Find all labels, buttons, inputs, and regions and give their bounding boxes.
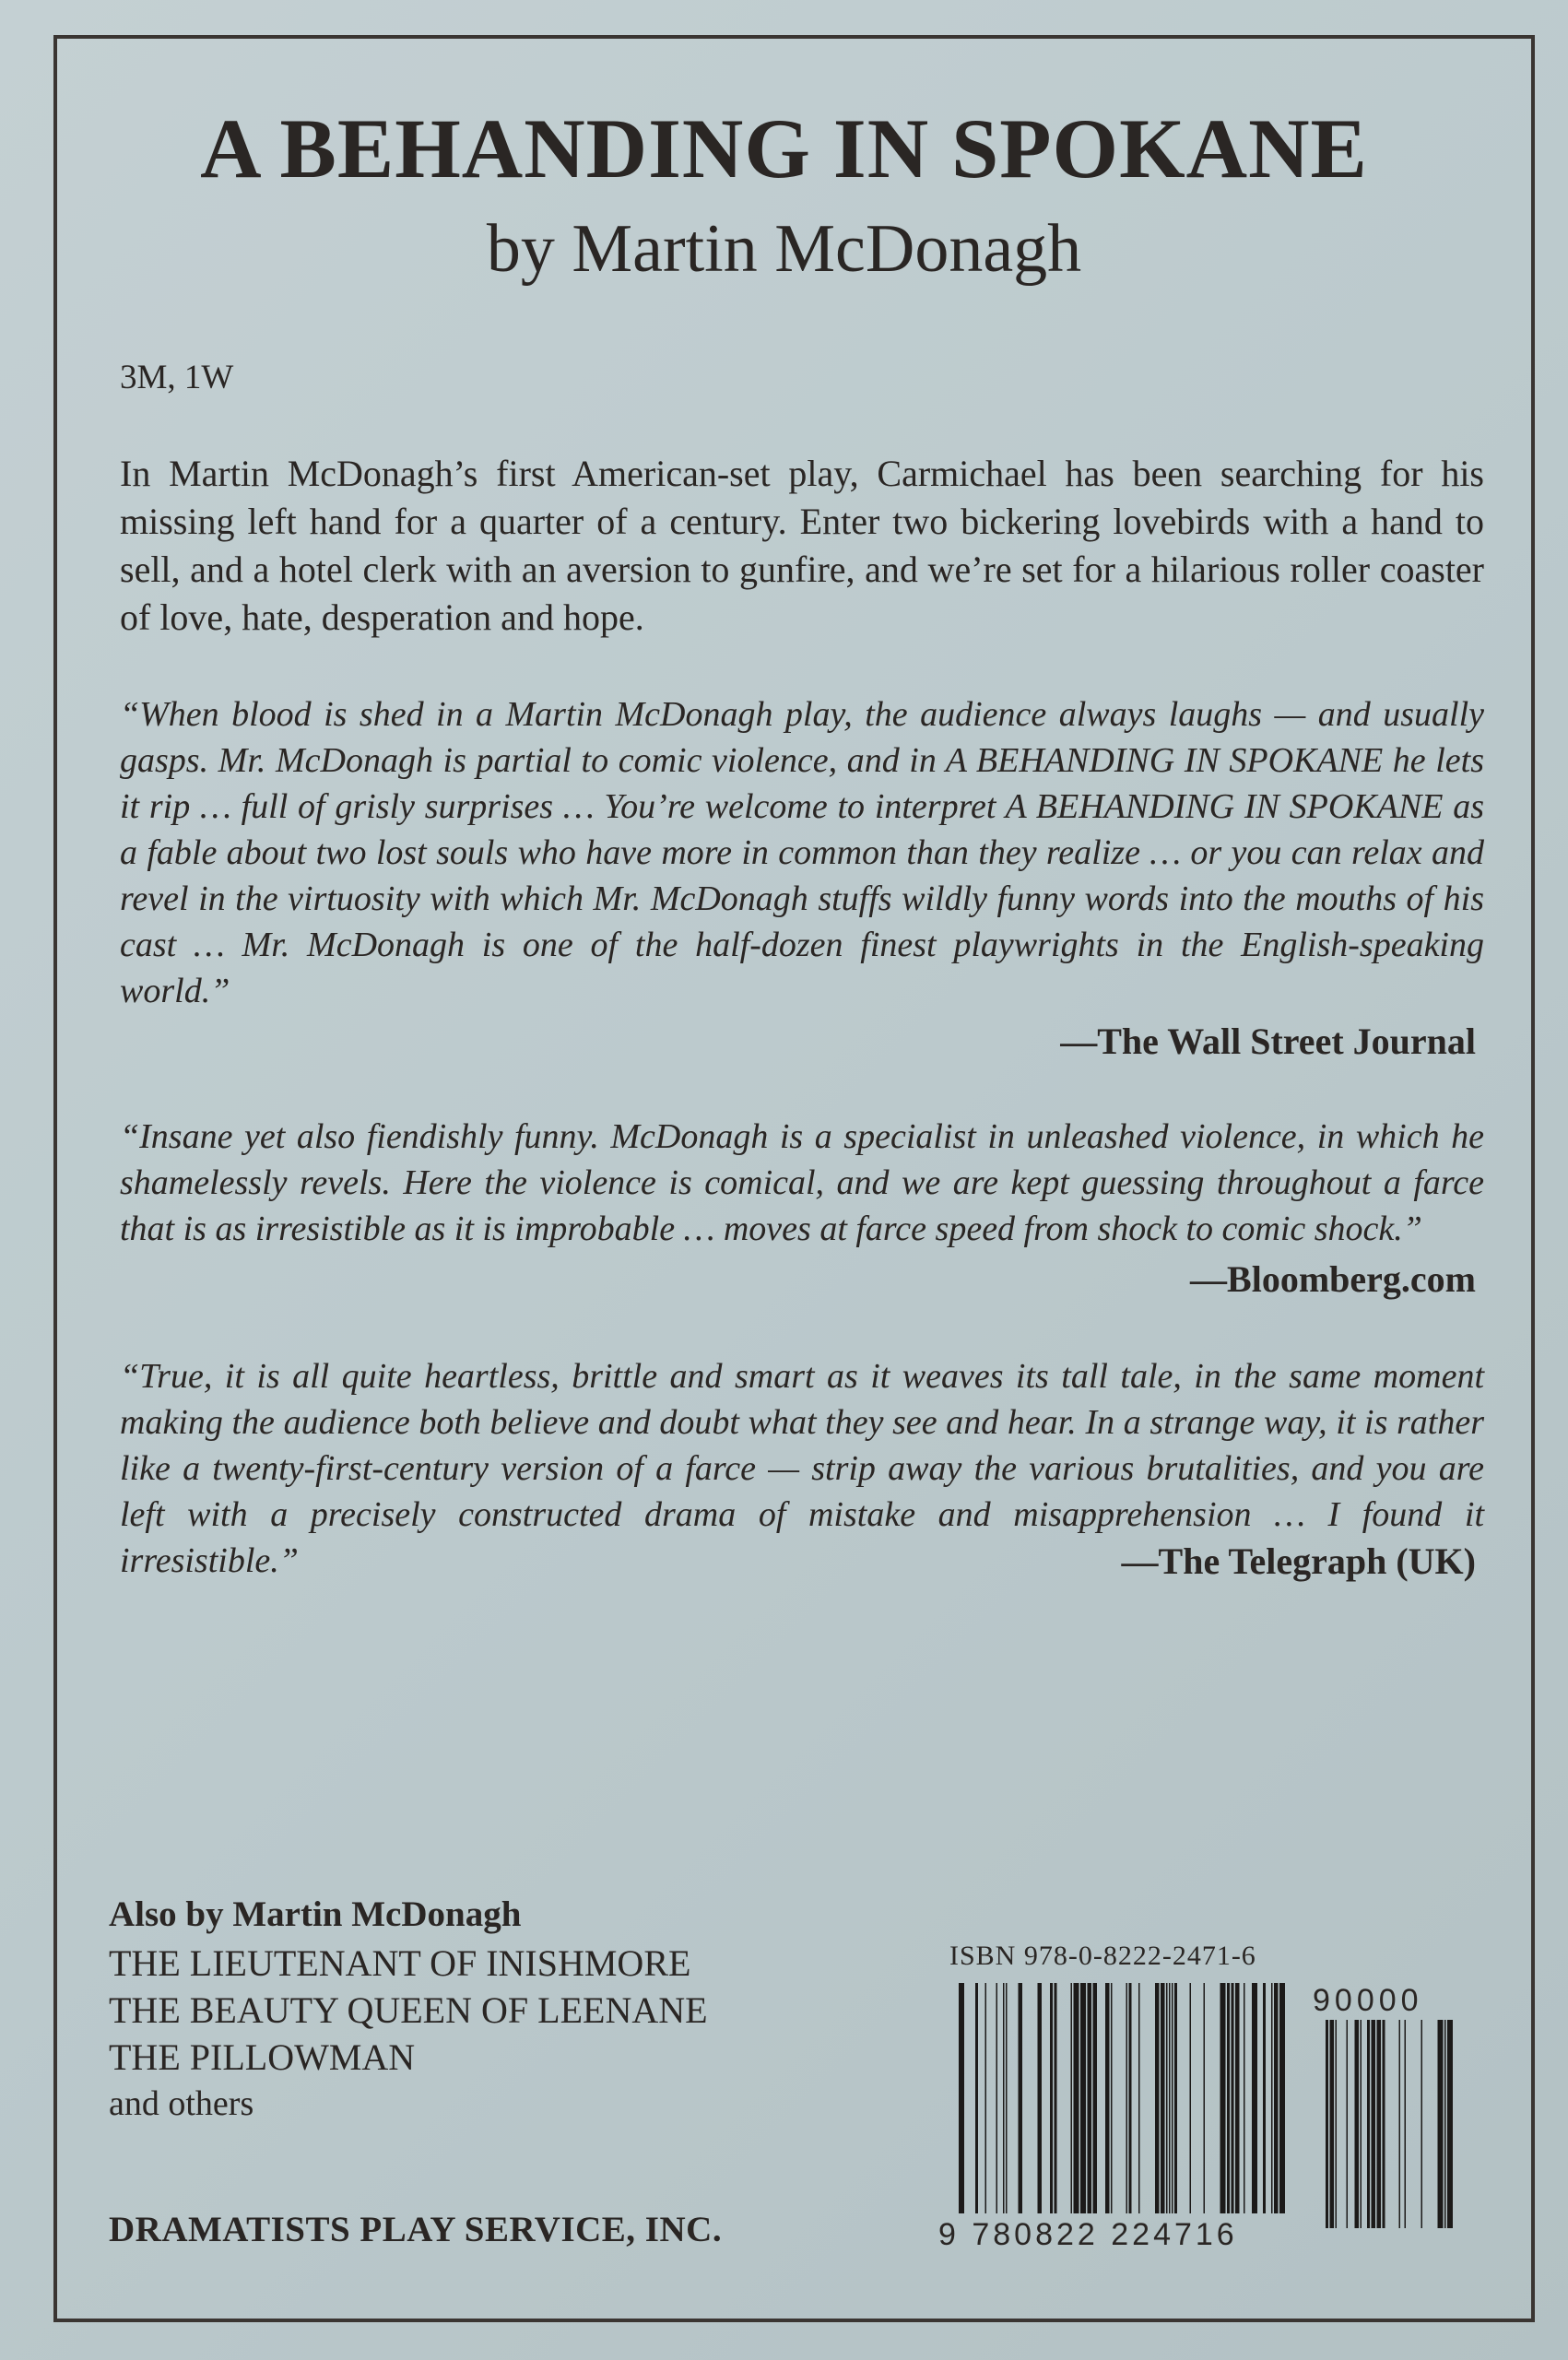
play-description: In Martin McDonagh’s first American-set play, Carmichael has been searching for his missing left hand for a quarter of a century. Enter two bickering lovebirds with a hand to sell, and a hotel clerk with an aversion to gunfire, and we’re set for a hilarious roller coaster of love, hate, desperation and hope.	[120, 453, 1484, 638]
also-by-title: THE PILLOWMAN	[109, 2036, 416, 2078]
review-source: —The Telegraph (UK)	[1121, 1540, 1476, 1582]
review-source: —The Wall Street Journal	[1060, 1021, 1476, 1062]
barcode-bars-icon	[959, 1983, 1288, 2213]
isbn-number: ISBN 978-0-8222-2471-6	[949, 1941, 1256, 1971]
also-by-list	[109, 1940, 708, 2128]
barcode-digits: 9 780822 224716	[938, 2217, 1238, 2252]
review-quote: “When blood is shed in a Martin McDonagh play, the audience always laughs — and usually gasps. Mr. McDonagh is partial to comic violence, and in A BEHANDING IN SPOKANE he lets it rip … full of grisly surprises … You’re welcome to interpret A BEHANDING IN SPOKANE as a fable about two lost souls who have more in common than they realize … or you can relax and revel in the virtuosity with which Mr. McDonagh stuffs wildly funny words into the mouths of his cast … Mr. McDonagh is one of the half-dozen finest playwrights in the English-speaking world.”	[120, 695, 1484, 1010]
publisher-name: DRAMATISTS PLAY SERVICE, INC.	[109, 2210, 723, 2249]
also-by-title: THE LIEUTENANT OF INISHMORE	[109, 1942, 691, 1984]
cast-size: 3M, 1W	[120, 359, 234, 396]
review-quote: “Insane yet also fiendishly funny. McDonagh is a specialist in unleashed violence, in which he shamelessly revels. Here the violence is comical, and we are kept guessing throughout a farce that is as irresistible as it is improbable … moves at farce speed from shock to comic shock.”	[120, 1117, 1484, 1248]
book-author: by Martin McDonagh	[486, 211, 1082, 287]
barcode-addon-bars-icon	[1309, 2020, 1458, 2228]
book-title: A BEHANDING IN SPOKANE	[200, 101, 1368, 195]
review-source: —Bloomberg.com	[1190, 1258, 1476, 1300]
review-quote: “True, it is all quite heartless, brittle and smart as it weaves its tall tale, in the same moment making the audience both believe and doubt what they see and hear. In a strange way, it is rather like a twenty-first-century version of a farce — strip away the various brutalities, and you are left with a precisely constructed drama of mistake and misapprehension … I found it irresistible.”	[120, 1357, 1484, 1580]
also-by-title: THE BEAUTY QUEEN OF LEENANE	[109, 1989, 708, 2031]
isbn-barcode	[938, 1941, 1464, 2254]
barcode-addon-digits: 90000	[1313, 1983, 1423, 2018]
also-by-heading: Also by Martin McDonagh	[109, 1894, 522, 1934]
also-by-others: and others	[109, 2084, 254, 2123]
